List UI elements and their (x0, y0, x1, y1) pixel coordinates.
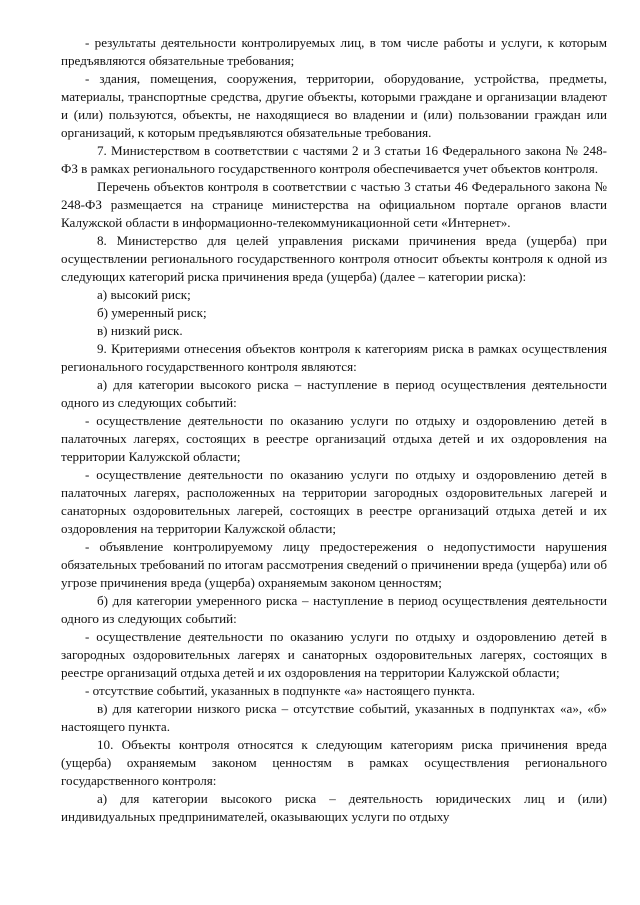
bullet-no-events: - отсутствие событий, указанных в подпункте «а» настоящего пункта. (85, 683, 476, 698)
paragraph-objects-list: Перечень объектов контроля в соответствии с частью 3 статьи 46 Федерального закона № 248-ФЗ размещается на странице министерства на официальном портале органов власти Калужской области в информационно-телекоммуникационной сети «Интернет». (61, 179, 607, 230)
bullet-results: - результаты деятельности контролируемых лиц, в том числе работы и услуги, к которым предъявляются обязательные требования; (61, 35, 607, 68)
risk-item-low: в) низкий риск. (97, 323, 183, 338)
bullet-warning: - объявление контролируемому лицу предостережения о недопустимости нарушения обязательных требований по итогам рассмотрения сведений о причинении вреда (ущерба) или об угрозе причинения вреда (ущерба) охраняемым законом ценностям; (61, 539, 607, 590)
bullet-tent-camps-territory: - осуществление деятельности по оказанию услуги по отдыху и оздоровлению детей в палаточных лагерях, расположенных на территории загородных оздоровительных лагерей и санаторных оздоровительных лагерей, состоящих в реестре организаций отдыха детей и их оздоровления на территории Калужской области; (61, 467, 607, 536)
subpoint-10a: а) для категории высокого риска – деятельность юридических лиц и (или) индивидуальных предпринимателей, оказывающих услуги по отдыху (61, 791, 607, 824)
bullet-country-camps: - осуществление деятельности по оказанию услуги по отдыху и оздоровлению детей в загородных оздоровительных лагерях и санаторных оздоровительных лагерях, состоящих в реестре организаций отдыха детей и их оздоровления на территории Калужской области; (61, 629, 607, 680)
bullet-buildings: - здания, помещения, сооружения, территории, оборудование, устройства, предметы, материалы, транспортные средства, другие объекты, которыми граждане и организации владеют и (или) пользуются, объекты, не находящиеся во владении и (или) пользовании граждан или организаций, к которым предъявляются обязательные требования. (61, 71, 607, 140)
paragraph-7: 7. Министерством в соответствии с частями 2 и 3 статьи 16 Федерального закона № 248-ФЗ в рамках регионального государственного контроля обеспечивается учет объектов контроля. (61, 143, 607, 176)
paragraph-8: 8. Министерство для целей управления рисками причинения вреда (ущерба) при осуществлении регионального государственного контроля относит объекты контроля к одной из следующих категорий риска причинения вреда (ущерба) (далее – категории риска): (61, 233, 607, 284)
paragraph-9: 9. Критериями отнесения объектов контроля к категориям риска в рамках осуществления регионального государственного контроля являются: (61, 341, 607, 374)
bullet-tent-camps: - осуществление деятельности по оказанию услуги по отдыху и оздоровлению детей в палаточных лагерях, состоящих в реестре организаций отдыха детей и их оздоровления на территории Калужской области; (61, 413, 607, 464)
paragraph-10: 10. Объекты контроля относятся к следующим категориям риска причинения вреда (ущерба) охраняемым законом ценностям в рамках осуществления регионального государственного контроля: (61, 737, 607, 788)
subpoint-9c: в) для категории низкого риска – отсутствие событий, указанных в подпунктах «а», «б» настоящего пункта. (61, 701, 607, 734)
subpoint-9a: а) для категории высокого риска – наступление в период осуществления деятельности одного из следующих событий: (61, 377, 607, 410)
subpoint-9b: б) для категории умеренного риска – наступление в период осуществления деятельности одного из следующих событий: (61, 593, 607, 626)
document-page (61, 34, 607, 826)
risk-item-high: а) высокий риск; (97, 287, 191, 302)
risk-item-moderate: б) умеренный риск; (97, 305, 207, 320)
